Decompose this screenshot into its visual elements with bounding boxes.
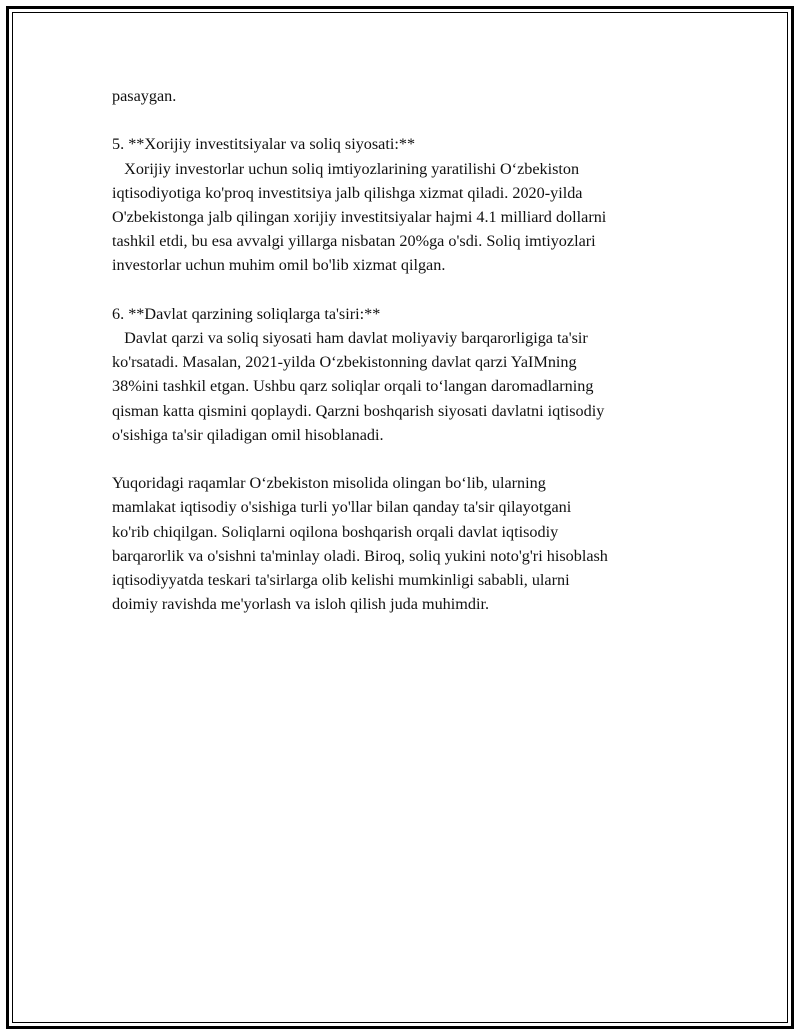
continuation-text: pasaygan. [112,87,177,105]
conclusion-line: barqarorlik va o'sishni ta'minlay oladi. Biroq, soliq yukini noto'g'ri hisoblash [112,546,608,565]
conclusion-line: mamlakat iqtisodiy o'sishiga turli yo'llar bilan qanday ta'sir qilayotgani [112,498,572,517]
conclusion-line: ko'rib chiqilgan. Soliqlarni oqilona boshqarish orqali davlat iqtisodiy [112,522,559,541]
paragraph-gap [112,108,692,132]
section-5-heading: 5. **Xorijiy investitsiyalar va soliq siyosati:** [112,135,416,154]
section-5-line: iqtisodiyotiga ko'proq investitsiya jalb qilishga xizmat qiladi. 2020-yilda [112,183,583,202]
section-6-line: o'sishiga ta'sir qiladigan omil hisoblanadi. [112,425,384,444]
conclusion-line: Yuqoridagi raqamlar O‘zbekiston misolida olingan bo‘lib, ularning [112,474,546,493]
conclusion-line: iqtisodiyyatda teskari ta'sirlarga olib kelishi mumkinligi sababli, ularni [112,571,570,590]
section-6-line: ko'rsatadi. Masalan, 2021-yilda O‘zbekistonning davlat qarzi YaIMning [112,353,577,372]
section-5-line: investorlar uchun muhim omil bo'lib xizmat qilgan. [112,256,446,275]
paragraph-gap [112,278,692,302]
section-5-line: O'zbekistonga jalb qilingan xorijiy investitsiyalar hajmi 4.1 milliard dollarni [112,208,607,226]
paragraph-gap [112,447,692,471]
conclusion-line: doimiy ravishda me'yorlash va isloh qilish juda muhimdir. [112,595,489,614]
section-5-line: tashkil etdi, bu esa avvalgi yillarga nisbatan 20%ga o'sdi. Soliq imtiyozlari [112,232,596,251]
document-body [112,84,692,616]
section-6-heading: 6. **Davlat qarzining soliqlarga ta'siri:** [112,304,381,323]
section-6-line: qisman katta qismini qoplaydi. Qarzni boshqarish siyosati davlatni iqtisodiy [112,401,605,420]
section-6-line: 38%ini tashkil etgan. Ushbu qarz soliqlar orqali to‘langan daromadlarning [112,377,594,396]
section-5-line: Xorijiy investorlar uchun soliq imtiyozlarining yaratilishi O‘zbekiston [112,159,580,178]
section-6-line: Davlat qarzi va soliq siyosati ham davlat moliyaviy barqarorligiga ta'sir [112,329,588,347]
